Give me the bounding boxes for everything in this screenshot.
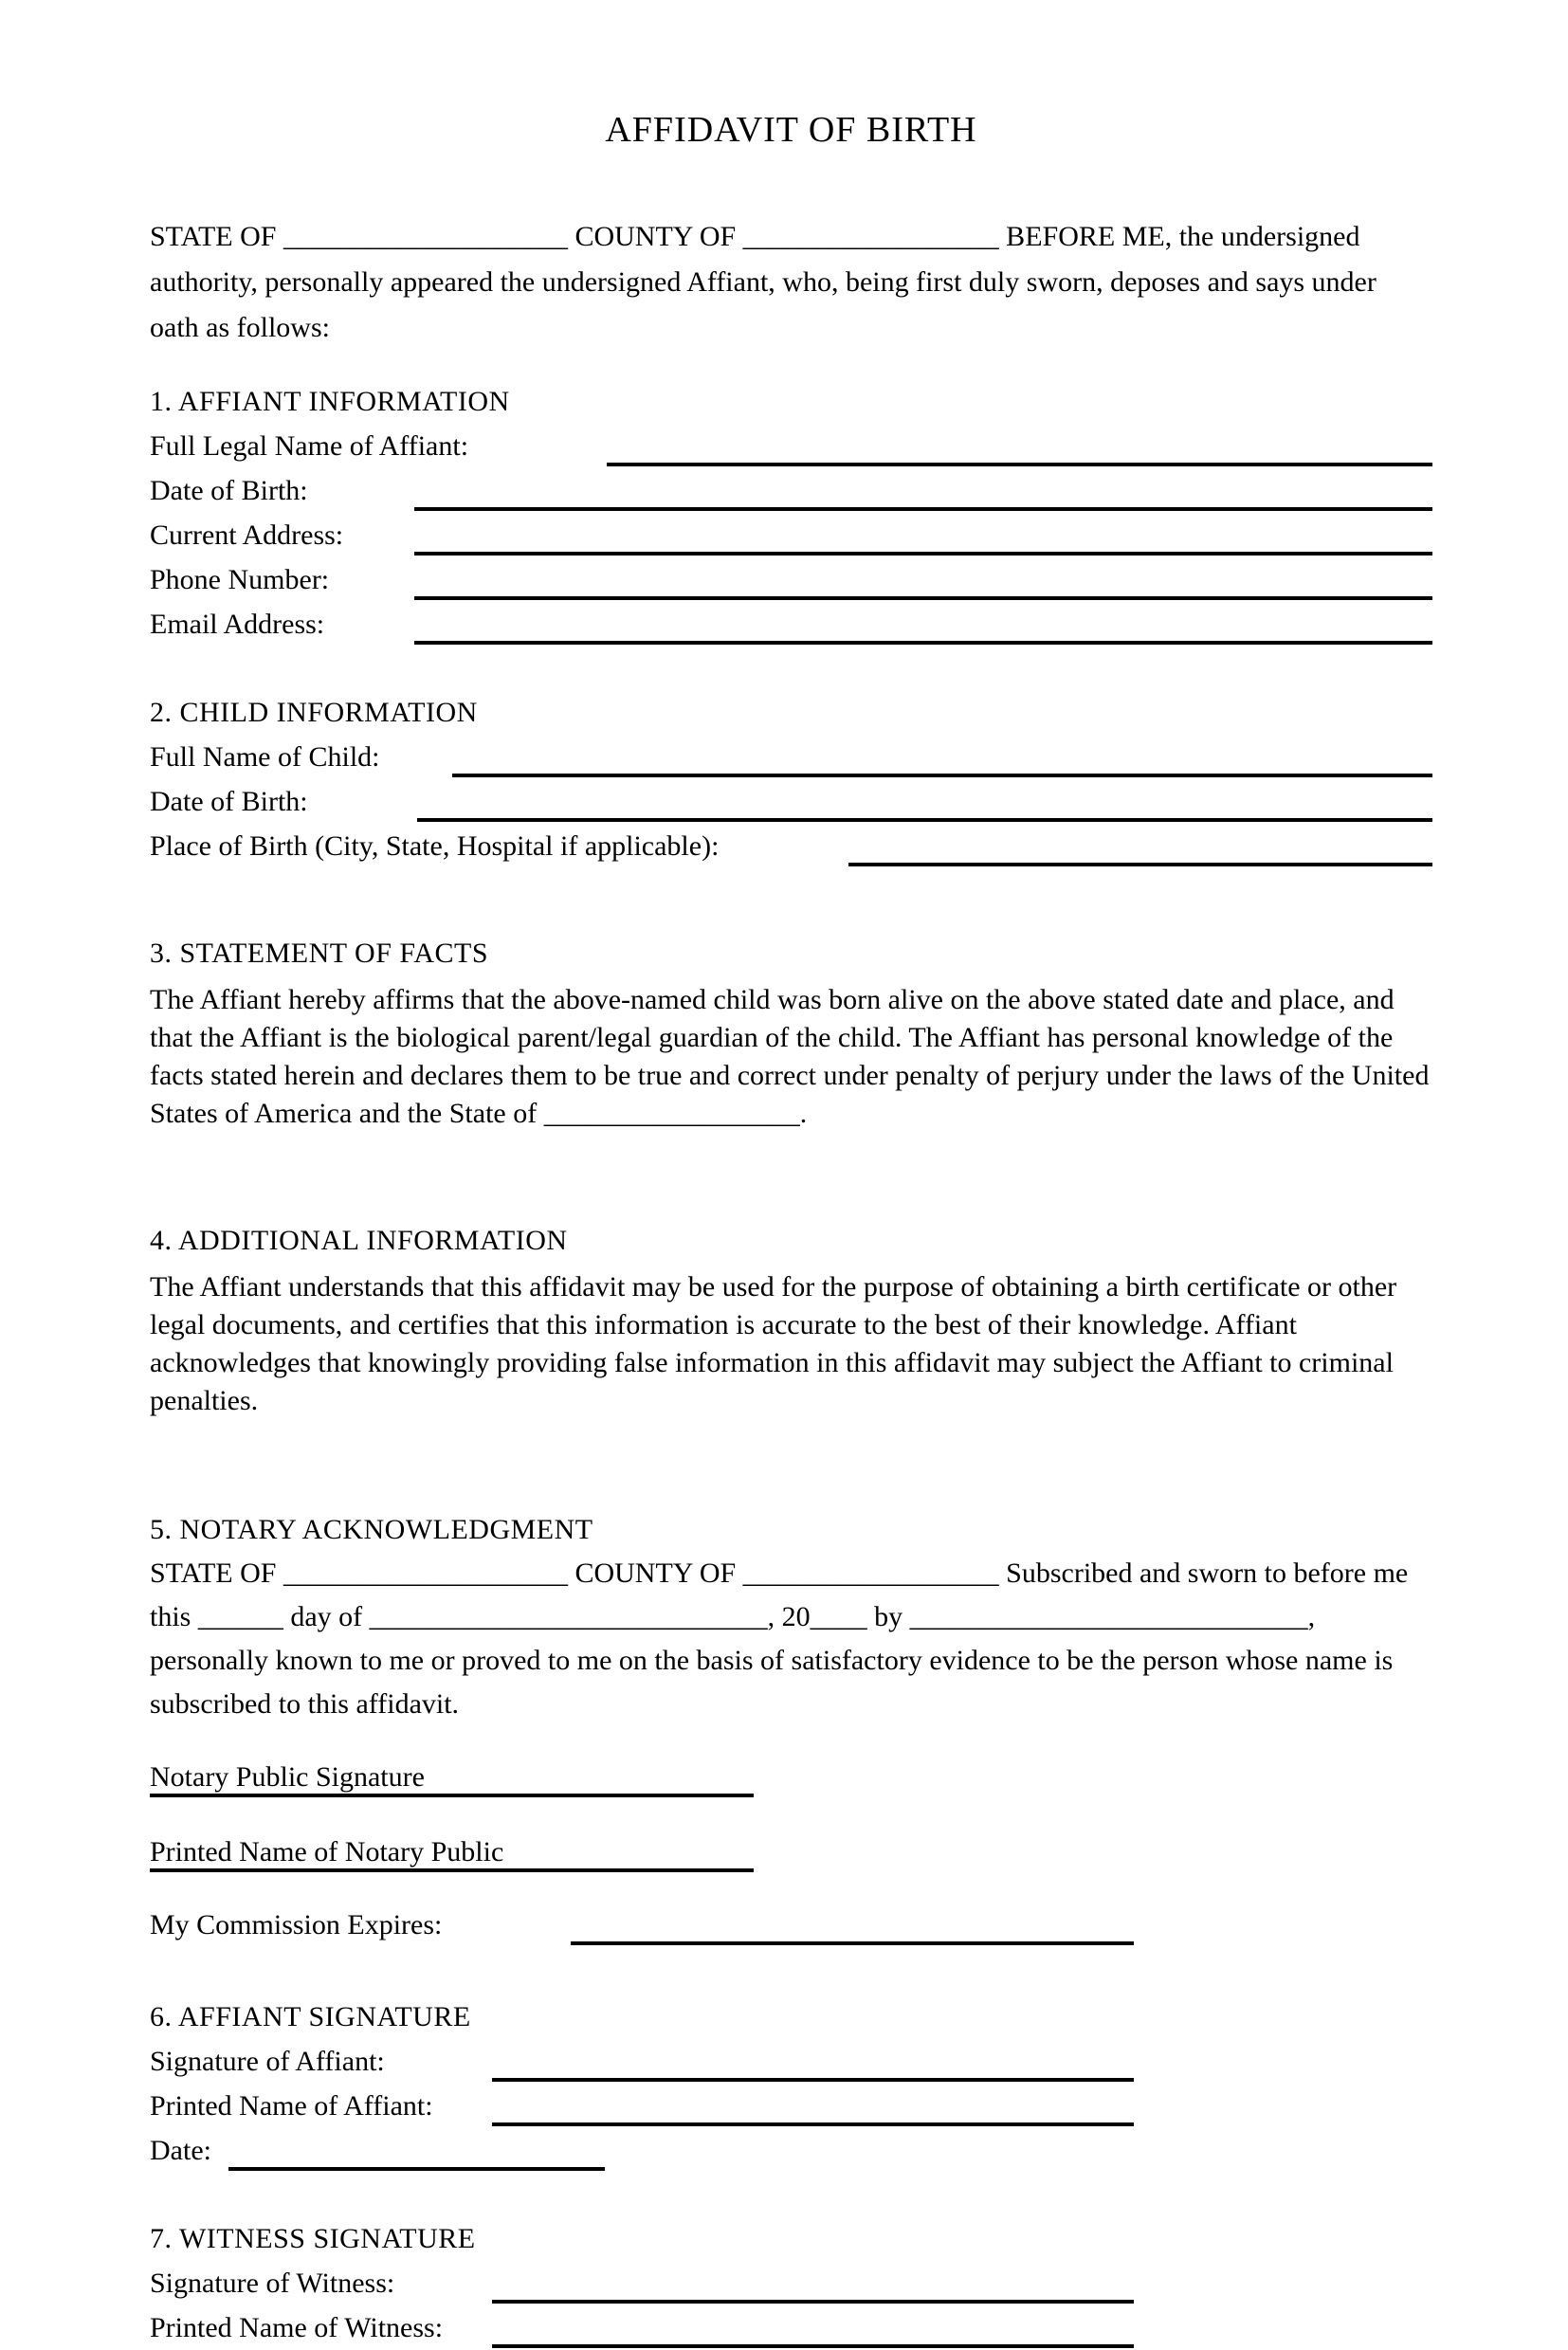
affiant-dob-label: Date of Birth: [150, 475, 308, 506]
affiant-printed-name-label: Printed Name of Affiant: [150, 2090, 433, 2122]
section-child-information [150, 690, 1432, 868]
place-of-birth-label: Place of Birth (City, State, Hospital if applicable): [150, 830, 720, 862]
section-3-heading: 3. STATEMENT OF FACTS [150, 938, 489, 969]
section-affiant-information [150, 379, 1432, 647]
notary-signature-line[interactable] [150, 1794, 754, 1797]
affiant-signature-line[interactable] [492, 2078, 1134, 2082]
section-6-heading: 6. AFFIANT SIGNATURE [150, 2001, 471, 2032]
notary-signature-label: Notary Public Signature [150, 1761, 425, 1793]
notary-acknowledgment-paragraph: STATE OF ____________________ COUNTY OF __________________ Subscribed and sworn to before me this ______ day of ____________________________, 20____ by ____________________________, personally known to me or proved to me on the basis of satisfactory evidence to be the person whose name is subscribed to this affidavit. [150, 1558, 1409, 1720]
additional-information-paragraph: The Affiant understands that this affidavit may be used for the purpose of obtaining a birth certificate or other legal documents, and certifies that this information is accurate to the best of their knowledge. Affiant acknowledges that knowingly providing false information in this affidavit may subject the Affiant to criminal penalties. [150, 1271, 1397, 1416]
field-row-signature-date [150, 2128, 1432, 2173]
section-statement-of-facts [150, 931, 1432, 1133]
signature-date-line[interactable] [228, 2167, 605, 2171]
section-notary-acknowledgment [150, 1507, 1432, 1947]
field-row-witness-signature [150, 2261, 1432, 2305]
statement-of-facts-paragraph: The Affiant hereby affirms that the above-named child was born alive on the above stated date and place, and that the Affiant is the biological parent/legal guardian of the child. The Affiant has personal knowledge of the facts stated herein and declares them to be true and correct under penalty of perjury under the laws of the United States of America and the State of __________________. [150, 984, 1430, 1129]
current-address-line[interactable] [414, 552, 1432, 556]
section-witness-signature [150, 2216, 1432, 2350]
field-row-notary-signature [150, 1755, 1432, 1799]
current-address-label: Current Address: [150, 519, 344, 551]
field-row-place-of-birth [150, 824, 1432, 868]
witness-signature-label: Signature of Witness: [150, 2268, 395, 2299]
section-4-heading: 4. ADDITIONAL INFORMATION [150, 1225, 568, 1256]
phone-number-line[interactable] [414, 596, 1432, 600]
section-affiant-signature [150, 1995, 1432, 2173]
signature-date-label: Date: [150, 2135, 211, 2166]
field-row-affiant-dob [150, 468, 1432, 513]
email-address-line[interactable] [414, 641, 1432, 645]
field-row-phone-number [150, 557, 1432, 602]
field-row-email-address [150, 602, 1432, 647]
section-5-heading: 5. NOTARY ACKNOWLEDGMENT [150, 1514, 593, 1545]
section-additional-information [150, 1218, 1432, 1420]
document-title: AFFIDAVIT OF BIRTH [605, 110, 977, 150]
child-dob-label: Date of Birth: [150, 786, 308, 817]
commission-expires-line[interactable] [571, 1941, 1134, 1945]
section-2-heading: 2. CHILD INFORMATION [150, 697, 478, 728]
full-legal-name-line[interactable] [607, 463, 1432, 466]
child-name-line[interactable] [452, 774, 1432, 777]
affiant-signature-label: Signature of Affiant: [150, 2046, 385, 2077]
section-7-heading: 7. WITNESS SIGNATURE [150, 2223, 476, 2254]
affiant-printed-name-line[interactable] [492, 2122, 1134, 2126]
witness-signature-line[interactable] [492, 2300, 1134, 2304]
full-legal-name-label: Full Legal Name of Affiant: [150, 430, 469, 462]
witness-printed-name-label: Printed Name of Witness: [150, 2312, 444, 2343]
field-row-current-address [150, 513, 1432, 557]
field-row-child-dob [150, 779, 1432, 824]
field-row-witness-printed-name [150, 2305, 1432, 2350]
notary-printed-name-line[interactable] [150, 1868, 754, 1872]
field-row-notary-printed-name [150, 1830, 1432, 1874]
section-1-heading: 1. AFFIANT INFORMATION [150, 386, 510, 417]
place-of-birth-line[interactable] [848, 863, 1432, 866]
witness-printed-name-line[interactable] [492, 2344, 1134, 2348]
intro-paragraph: STATE OF ____________________ COUNTY OF __________________ BEFORE ME, the undersigned authority, personally appeared the undersigned Affiant, who, being first duly sworn, deposes and says under oath as follows: [150, 221, 1377, 343]
phone-number-label: Phone Number: [150, 564, 330, 595]
field-row-affiant-signature [150, 2039, 1432, 2084]
affiant-dob-line[interactable] [414, 507, 1432, 511]
commission-expires-label: My Commission Expires: [150, 1909, 443, 1940]
field-row-child-name [150, 735, 1432, 779]
field-row-commission-expires [150, 1903, 1432, 1947]
email-address-label: Email Address: [150, 609, 325, 640]
child-name-label: Full Name of Child: [150, 741, 380, 773]
child-dob-line[interactable] [417, 818, 1432, 822]
field-row-full-legal-name [150, 424, 1432, 468]
field-row-affiant-printed-name [150, 2084, 1432, 2128]
notary-printed-name-label: Printed Name of Notary Public [150, 1836, 504, 1867]
